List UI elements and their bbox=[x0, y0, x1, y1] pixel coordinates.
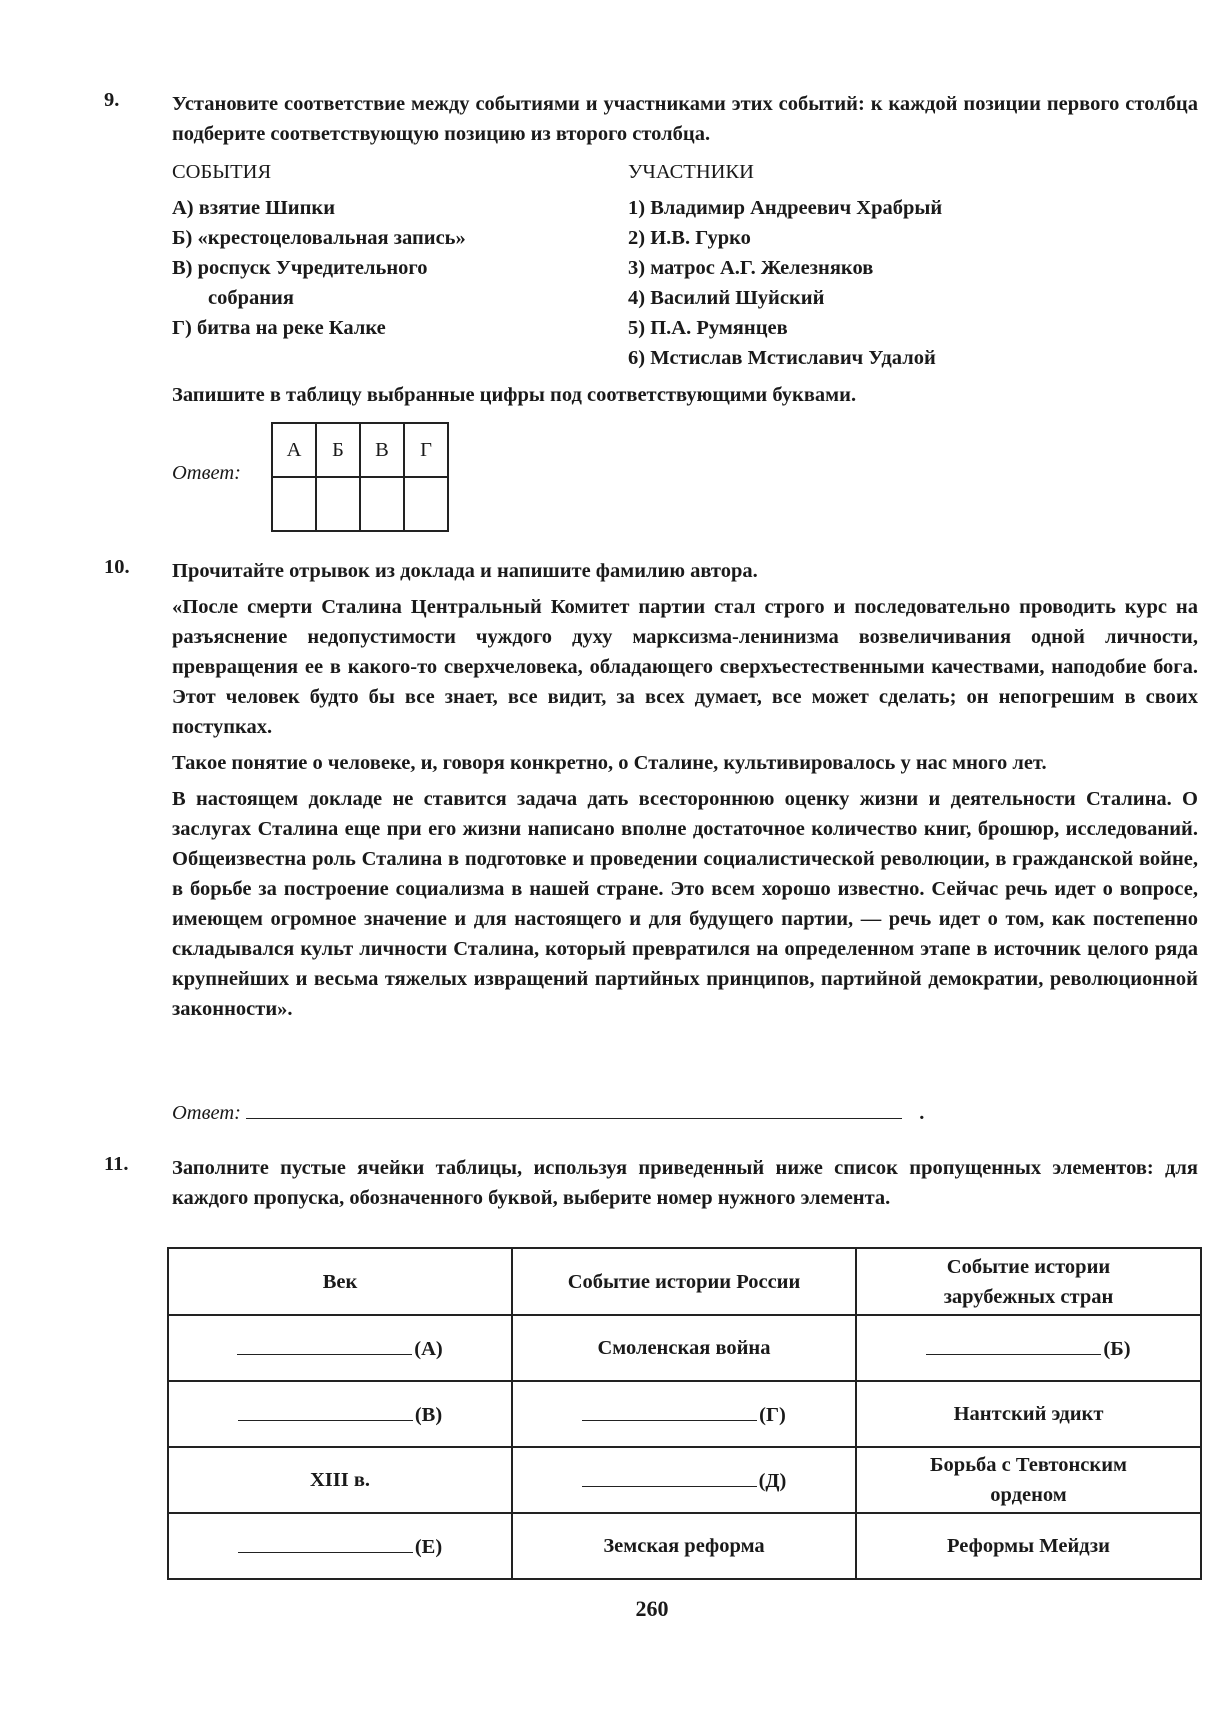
q10-paragraph: В настоящем докладе не ставится задача дать всестороннюю оценку жизни и деятельности Сталина. О заслугах Сталина еще при его жизни написано вполне достаточное количество книг, брошюр, исследований. Общеизвестна роль Сталина в подготовке и проведении социалистической революции, в гражданской войне, в борьбе за построение социализма в нашей стране. Это всем хорошо известно. Сейчас речь идет о вопросе, имеющем огромное значение и для настоящего и для будущего партии, — речь идет о том, как постепенно складывался культ личности Сталина, который превратился на определенном этапе в источник целого ряда крупнейших и весьма тяжелых извращений партийных принципов, партийной демократии, революционной законности». bbox=[172, 788, 1198, 1020]
participant-item: 4) Василий Шуйский bbox=[628, 287, 825, 309]
table-cell: Реформы Мейдзи bbox=[856, 1513, 1201, 1579]
table-cell: Смоленская война bbox=[512, 1315, 856, 1381]
table-row bbox=[168, 1381, 1201, 1447]
q10-instruction: Прочитайте отрывок из доклада и напишите фамилию автора. bbox=[172, 560, 758, 582]
q9-answer-label: Ответ: bbox=[172, 462, 241, 484]
answer-letter: В bbox=[360, 423, 404, 477]
answer-letter: Г bbox=[404, 423, 448, 477]
table-row bbox=[168, 1315, 1201, 1381]
participant-item: 1) Владимир Андреевич Храбрый bbox=[628, 197, 943, 219]
event-item: В) роспуск Учредительного bbox=[172, 257, 428, 279]
q10-number: 10. bbox=[104, 556, 130, 578]
table-row bbox=[168, 1447, 1201, 1513]
header-cell: Век bbox=[168, 1248, 512, 1315]
q9-answer-table bbox=[271, 422, 449, 532]
event-item: Г) битва на реке Калке bbox=[172, 317, 386, 339]
q11-table bbox=[167, 1247, 1202, 1580]
q10-answer-end: . bbox=[919, 1102, 925, 1124]
q9-events-column bbox=[172, 157, 466, 343]
participant-item: 5) П.А. Румянцев bbox=[628, 317, 788, 339]
page-number: 260 bbox=[635, 1596, 669, 1621]
table-cell: XIII в. bbox=[168, 1447, 512, 1513]
q10-answer-label: Ответ: bbox=[172, 1102, 241, 1124]
answer-letter: Б bbox=[316, 423, 360, 477]
q10-paragraph: Такое понятие о человеке, и, говоря конкретно, о Сталине, культивировалось у нас много лет. bbox=[172, 752, 1047, 774]
q11-number: 11. bbox=[104, 1153, 129, 1175]
q10-answer-input[interactable] bbox=[246, 1096, 902, 1119]
participants-header: УЧАСТНИКИ bbox=[628, 161, 754, 183]
table-cell: Борьба с Тевтонским орденом bbox=[856, 1447, 1201, 1513]
table-row bbox=[168, 1513, 1201, 1579]
header-cell: Событие истории зарубежных стран bbox=[856, 1248, 1201, 1315]
q9-number: 9. bbox=[104, 89, 120, 111]
blank-cell[interactable]: (В) bbox=[168, 1381, 512, 1447]
table-cell: Нантский эдикт bbox=[856, 1381, 1201, 1447]
header-cell: Событие истории России bbox=[512, 1248, 856, 1315]
answer-cell[interactable] bbox=[272, 477, 316, 531]
blank-cell[interactable]: (Д) bbox=[512, 1447, 856, 1513]
blank-cell[interactable]: (Г) bbox=[512, 1381, 856, 1447]
event-item-continued: собрания bbox=[208, 287, 294, 309]
participant-item: 2) И.В. Гурко bbox=[628, 227, 751, 249]
answer-cell[interactable] bbox=[360, 477, 404, 531]
participant-item: 6) Мстислав Мстиславич Удалой bbox=[628, 347, 936, 369]
answer-cell[interactable] bbox=[316, 477, 360, 531]
event-item: А) взятие Шипки bbox=[172, 197, 336, 219]
q10-body bbox=[172, 556, 1198, 1024]
table-cell: Земская реформа bbox=[512, 1513, 856, 1579]
blank-cell[interactable]: (Е) bbox=[168, 1513, 512, 1579]
q11-instruction: Заполните пустые ячейки таблицы, используя приведенный ниже список пропущенных элементов: для каждого пропуска, обозначенного буквой, выберите номер нужного элемента. bbox=[172, 1157, 1198, 1209]
participant-item: 3) матрос А.Г. Железняков bbox=[628, 257, 874, 279]
event-item: Б) «крестоцеловальная запись» bbox=[172, 227, 466, 249]
q9-participants-column bbox=[628, 157, 942, 373]
q10-paragraph: «После смерти Сталина Центральный Комитет партии стал строго и последовательно проводить курс на разъяснение недопустимости чуждого духу марксизма-ленинизма возвеличивания одной личности, превращения ее в какого-то сверхчеловека, обладающего сверхъестественными качествами, наподобие бога. Этот человек будто бы все знает, все видит, за всех думает, все может сделать; он непогрешим в своих поступках. bbox=[172, 596, 1198, 738]
q10-answer-row bbox=[172, 1096, 924, 1125]
answer-letter: А bbox=[272, 423, 316, 477]
answer-cell[interactable] bbox=[404, 477, 448, 531]
blank-cell[interactable]: (Б) bbox=[856, 1315, 1201, 1381]
q9-table-instruction: Запишите в таблицу выбранные цифры под соответствующими буквами. bbox=[172, 384, 857, 406]
events-header: СОБЫТИЯ bbox=[172, 161, 272, 183]
table-header-row bbox=[168, 1248, 1201, 1315]
q9-instruction: Установите соответствие между событиями и участниками этих событий: к каждой позиции первого столбца подберите соответствующую позицию из второго столбца. bbox=[172, 93, 1198, 145]
blank-cell[interactable]: (А) bbox=[168, 1315, 512, 1381]
